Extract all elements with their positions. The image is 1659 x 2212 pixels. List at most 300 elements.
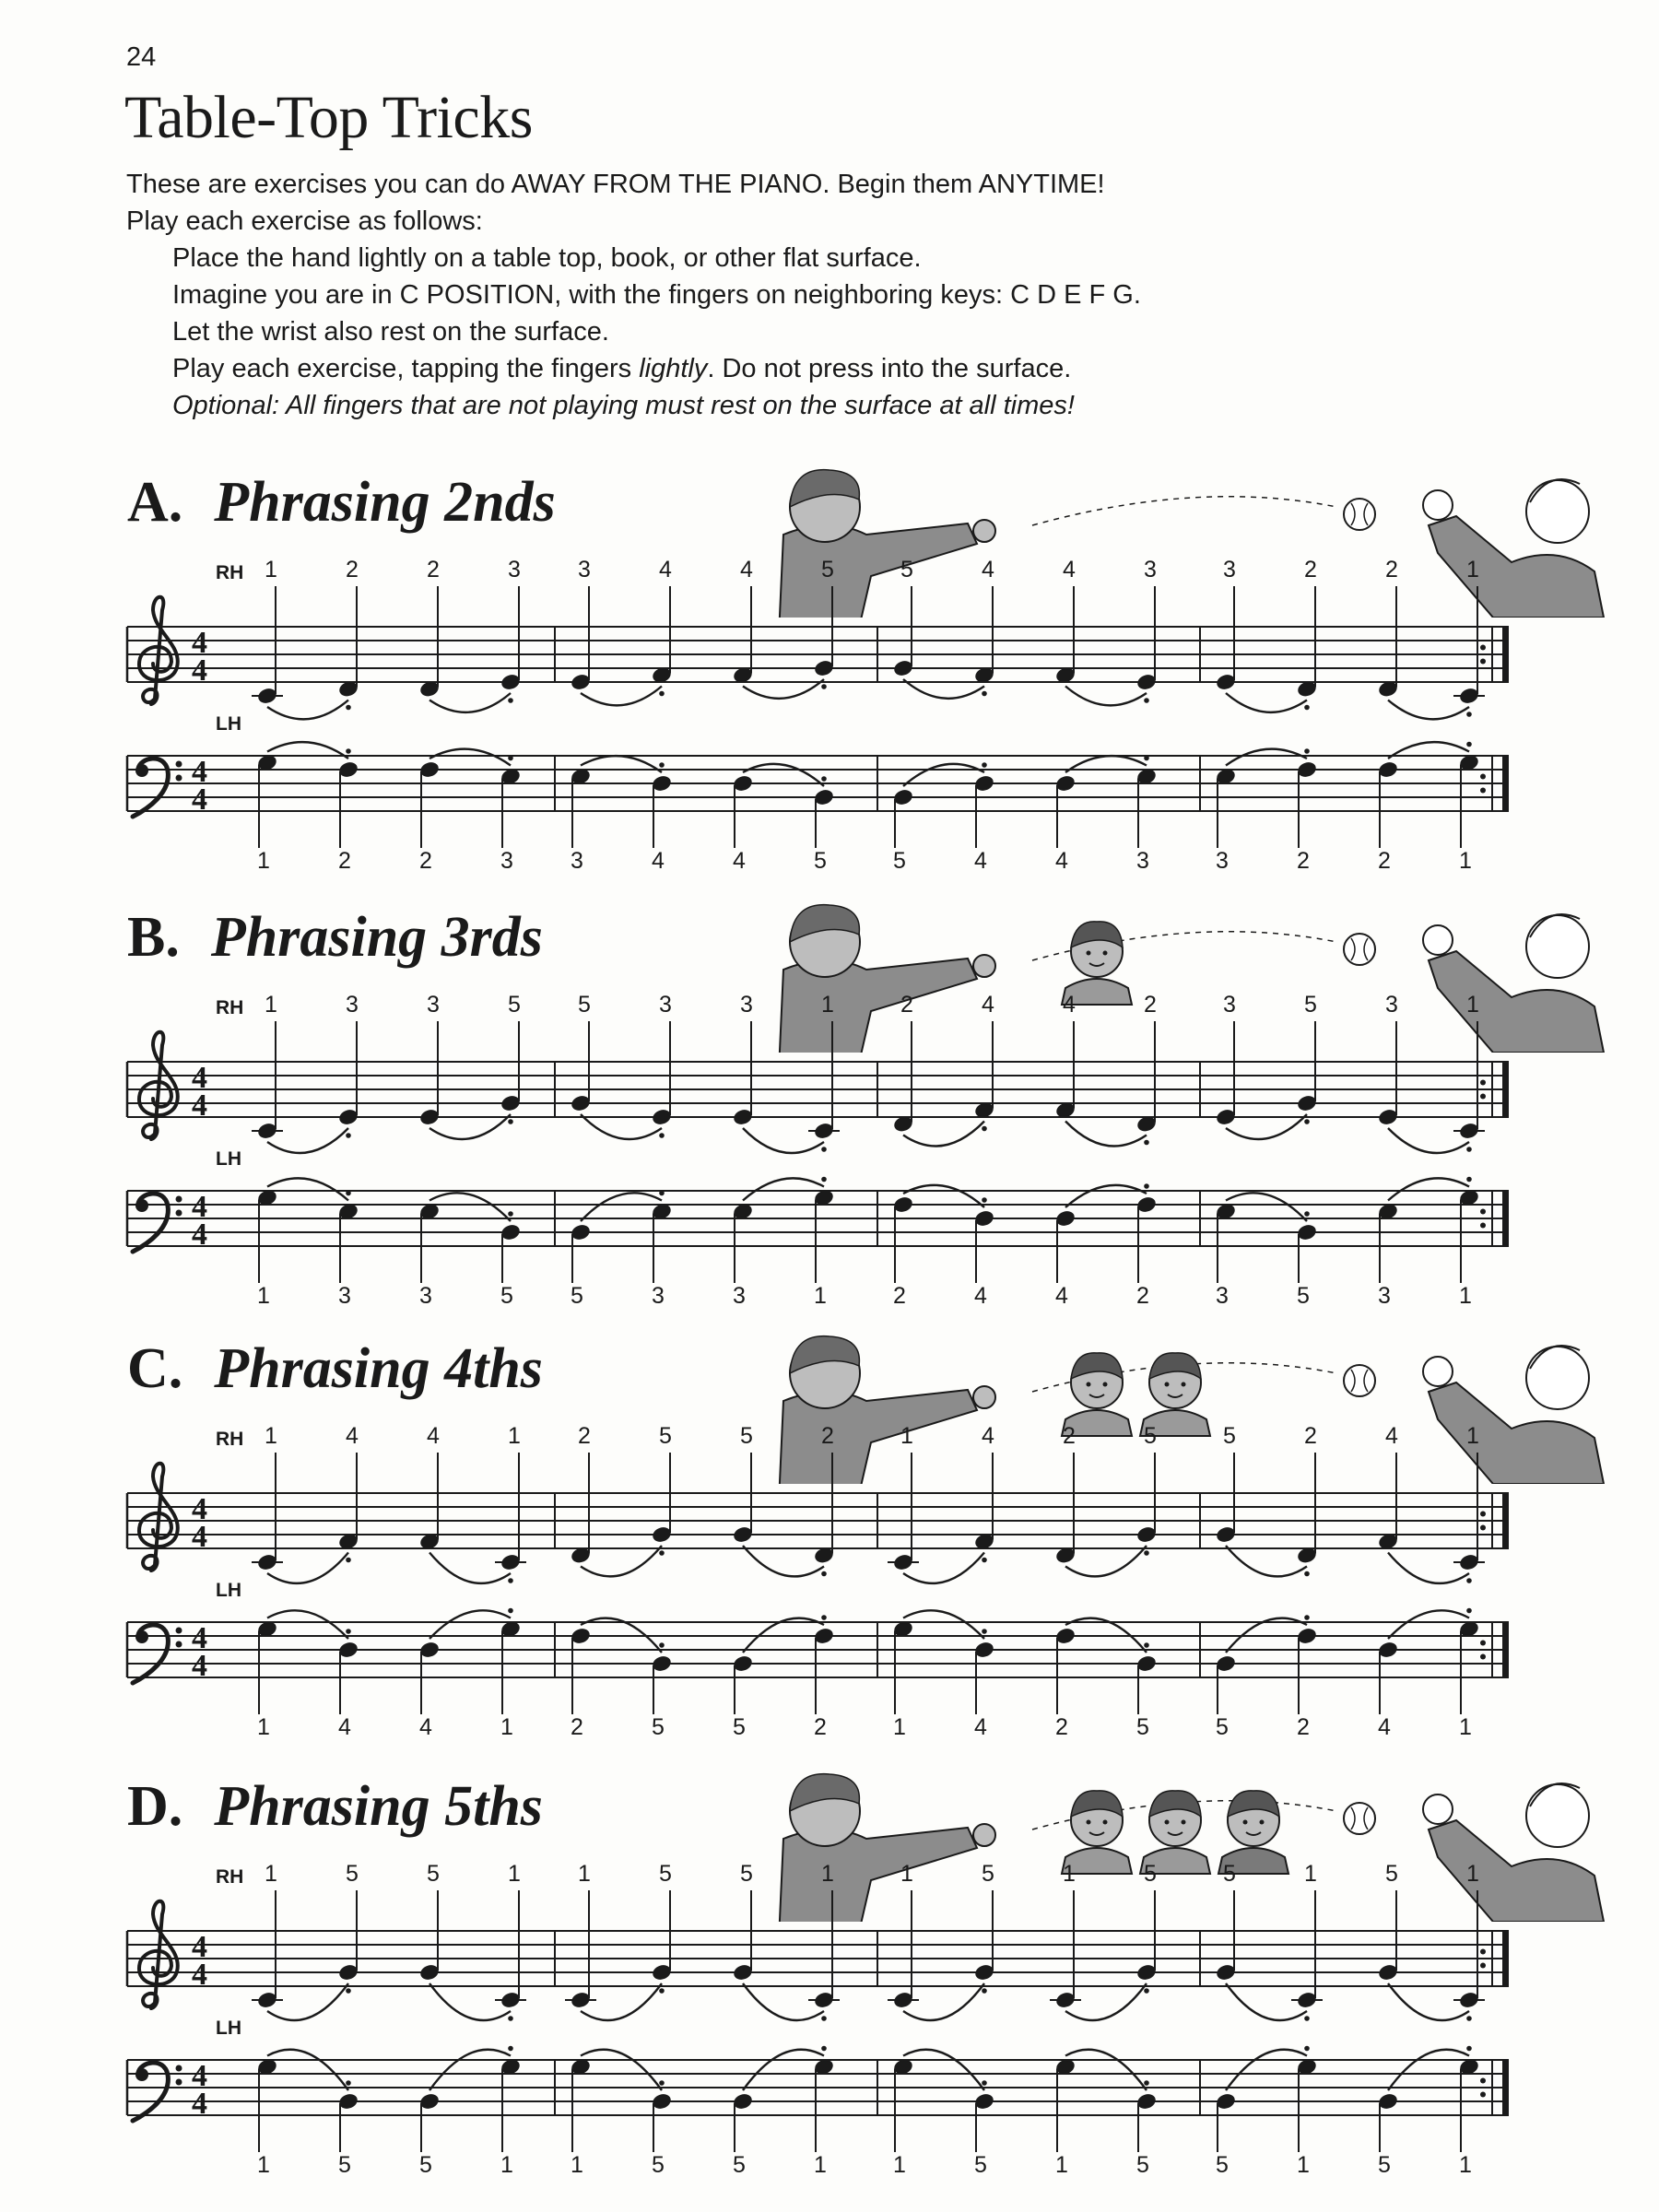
staccato-dot [1304, 705, 1310, 711]
finger-number: 5 [338, 2152, 351, 2178]
staccato-dot [1304, 2046, 1310, 2052]
instruction-step [126, 350, 1564, 387]
finger-number: 1 [257, 2152, 270, 2178]
finger-number: 3 [1216, 848, 1229, 874]
finger-number: 4 [659, 557, 672, 582]
finger-number: 3 [659, 992, 672, 1018]
staccato-dot [508, 698, 513, 703]
staccato-dot [659, 1550, 665, 1556]
finger-number: 1 [814, 2152, 827, 2178]
grand-staff [0, 896, 1659, 1324]
left-hand-label: LH [216, 2018, 241, 2039]
step-text: . Do not press into the surface. [707, 354, 1072, 383]
grand-staff [0, 1765, 1659, 2194]
finger-number: 4 [733, 848, 746, 874]
final-barline [1502, 627, 1509, 682]
staccato-dot [1304, 2016, 1310, 2021]
grand-staff [0, 1327, 1659, 1756]
intro-line: These are exercises you can do AWAY FROM THE PIANO. Begin them ANYTIME! [126, 170, 1105, 199]
phrase-slur [743, 2050, 824, 2090]
phrase-slur [429, 1193, 511, 1221]
finger-number: 5 [659, 1861, 672, 1887]
finger-number: 5 [1223, 1423, 1236, 1449]
finger-number: 3 [740, 992, 753, 1018]
phrase-slur [743, 1128, 824, 1153]
bass-clef-dot [176, 2079, 182, 2086]
staccato-dot [1144, 1550, 1149, 1556]
finger-number: 1 [1055, 2152, 1068, 2178]
phrase-slur [1065, 1122, 1147, 1147]
section-letter: D. [127, 1775, 183, 1838]
finger-number: 2 [571, 1714, 583, 1740]
finger-number: 3 [346, 992, 359, 1018]
finger-number: 1 [508, 1423, 521, 1449]
finger-number: 4 [1055, 848, 1068, 874]
bass-clef-dot [176, 1641, 182, 1648]
finger-number: 2 [1304, 1423, 1317, 1449]
phrase-slur [1388, 1610, 1469, 1639]
staccato-dot [346, 2080, 351, 2086]
phrase-slur [267, 1610, 348, 1639]
staccato-dot [508, 2016, 513, 2021]
finger-number: 2 [1385, 557, 1398, 582]
right-hand-label: RH [216, 997, 244, 1018]
phrase-slur [1388, 1128, 1469, 1153]
staccato-dot [821, 776, 827, 782]
phrase-slur [1226, 1546, 1307, 1576]
time-signature-bottom: 4 [192, 1958, 207, 1992]
finger-number: 3 [652, 1283, 665, 1309]
staccato-dot [659, 2080, 665, 2086]
instructions [126, 166, 1564, 424]
bass-clef-dot [135, 2068, 148, 2081]
phrase-slur [903, 1610, 984, 1639]
finger-number: 5 [652, 2152, 665, 2178]
finger-number: 2 [893, 1283, 906, 1309]
finger-number: 4 [1063, 992, 1076, 1018]
repeat-dot [1480, 788, 1486, 794]
staccato-dot [821, 2016, 827, 2021]
finger-number: 3 [578, 557, 591, 582]
staccato-dot [1466, 1578, 1472, 1583]
finger-number: 1 [1459, 1283, 1472, 1309]
staccato-dot [982, 1558, 987, 1563]
finger-number: 2 [814, 1714, 827, 1740]
phrase-slur [743, 1983, 824, 2020]
time-signature-top: 4 [192, 1492, 207, 1526]
finger-number: 1 [500, 2152, 513, 2178]
step-text: Play each exercise, tapping the fingers [172, 354, 640, 383]
staccato-dot [346, 1558, 351, 1563]
staccato-dot [1144, 1988, 1149, 1994]
finger-number: 1 [508, 1861, 521, 1887]
section-letter: A. [127, 471, 183, 534]
right-hand-label: RH [216, 562, 244, 583]
phrase-slur [743, 1178, 824, 1200]
finger-number: 1 [257, 1714, 270, 1740]
finger-number: 5 [733, 1714, 746, 1740]
section-letter: B. [127, 906, 180, 969]
finger-number: 1 [257, 848, 270, 874]
staccato-dot [1304, 1211, 1310, 1217]
staccato-dot [1304, 1119, 1310, 1124]
finger-number: 5 [1378, 2152, 1391, 2178]
finger-number: 2 [900, 992, 913, 1018]
staccato-dot [508, 1119, 513, 1124]
bass-clef-dot [135, 764, 148, 777]
finger-number: 4 [982, 992, 994, 1018]
left-hand-label: LH [216, 713, 241, 735]
finger-number: 5 [814, 848, 827, 874]
phrase-slur [903, 1553, 984, 1583]
repeat-dot [1480, 774, 1486, 780]
finger-number: 1 [1466, 557, 1479, 582]
finger-number: 4 [1385, 1423, 1398, 1449]
staccato-dot [508, 756, 513, 761]
finger-number: 1 [814, 1283, 827, 1309]
finger-number: 4 [982, 557, 994, 582]
staccato-dot [346, 1133, 351, 1138]
staccato-dot [1304, 748, 1310, 754]
finger-number: 5 [733, 2152, 746, 2178]
finger-number: 4 [740, 557, 753, 582]
phrase-slur [429, 2050, 511, 2090]
phrase-slur [1065, 687, 1147, 706]
finger-number: 1 [571, 2152, 583, 2178]
finger-number: 1 [257, 1283, 270, 1309]
repeat-dot [1480, 1641, 1486, 1646]
phrase-slur [903, 2050, 984, 2090]
finger-number: 4 [982, 1423, 994, 1449]
exercise-b [0, 896, 1659, 1324]
finger-number: 1 [578, 1861, 591, 1887]
instruction-step: Let the wrist also rest on the surface. [172, 317, 609, 347]
phrase-slur [429, 749, 511, 766]
intro-line: Play each exercise as follows: [126, 206, 483, 236]
bass-clef-dot [176, 2065, 182, 2072]
phrase-slur [581, 1983, 662, 2020]
staccato-dot [982, 1629, 987, 1634]
final-barline [1502, 1062, 1509, 1117]
finger-number: 5 [346, 1861, 359, 1887]
staccato-dot [508, 2046, 513, 2052]
repeat-dot [1480, 1963, 1486, 1969]
staccato-dot [659, 1191, 665, 1196]
finger-number: 5 [1136, 2152, 1149, 2178]
time-signature-top: 4 [192, 1930, 207, 1964]
finger-number: 3 [1216, 1283, 1229, 1309]
finger-number: 1 [265, 1423, 277, 1449]
finger-number: 5 [508, 992, 521, 1018]
time-signature-bottom: 4 [192, 1088, 207, 1123]
finger-number: 1 [900, 1861, 913, 1887]
staccato-dot [821, 684, 827, 689]
finger-number: 5 [1144, 1861, 1157, 1887]
staccato-dot [821, 1147, 827, 1152]
finger-number: 1 [1063, 1861, 1076, 1887]
section-name: Phrasing 3rds [210, 906, 543, 969]
finger-number: 2 [1378, 848, 1391, 874]
finger-number: 2 [419, 848, 432, 874]
finger-number: 3 [571, 848, 583, 874]
phrase-slur [429, 1610, 511, 1639]
final-barline [1502, 1191, 1509, 1246]
phrase-slur [743, 1546, 824, 1576]
finger-number: 1 [1459, 1714, 1472, 1740]
phrase-slur [581, 1546, 662, 1576]
staccato-dot [1466, 1608, 1472, 1614]
staccato-dot [1144, 756, 1149, 761]
section-letter: C. [127, 1337, 183, 1400]
staccato-dot [346, 1988, 351, 1994]
finger-number: 5 [1297, 1283, 1310, 1309]
staccato-dot [1466, 2046, 1472, 2052]
finger-number: 5 [1223, 1861, 1236, 1887]
staccato-dot [1466, 712, 1472, 717]
instruction-step: Place the hand lightly on a table top, book, or other flat surface. [172, 243, 922, 273]
staccato-dot [508, 1578, 513, 1583]
bass-clef-dot [176, 1210, 182, 1217]
phrase-slur [267, 1553, 348, 1583]
finger-number: 1 [1466, 1423, 1479, 1449]
finger-number: 1 [265, 992, 277, 1018]
repeat-dot [1480, 2078, 1486, 2084]
final-barline [1502, 756, 1509, 811]
finger-number: 3 [1136, 848, 1149, 874]
finger-number: 5 [740, 1423, 753, 1449]
phrase-slur [581, 1114, 662, 1139]
staccato-dot [659, 1988, 665, 1994]
finger-number: 5 [982, 1861, 994, 1887]
finger-number: 1 [500, 1714, 513, 1740]
staccato-dot [1144, 1642, 1149, 1648]
staccato-dot [1466, 2016, 1472, 2021]
page-title: Table-Top Tricks [124, 84, 533, 151]
finger-number: 3 [338, 1283, 351, 1309]
finger-number: 5 [1136, 1714, 1149, 1740]
finger-number: 1 [1297, 2152, 1310, 2178]
finger-number: 2 [1055, 1714, 1068, 1740]
phrase-slur [1388, 700, 1469, 720]
time-signature-bottom: 4 [192, 1649, 207, 1683]
finger-number: 1 [265, 1861, 277, 1887]
optional-note [126, 387, 1564, 424]
bass-clef-dot [176, 1196, 182, 1203]
phrase-slur [581, 1193, 662, 1221]
staccato-dot [982, 2080, 987, 2086]
time-signature-bottom: 4 [192, 1520, 207, 1554]
staccato-dot [982, 1988, 987, 1994]
phrase-slur [429, 1553, 511, 1583]
finger-number: 2 [1297, 1714, 1310, 1740]
staccato-dot [1144, 2080, 1149, 2086]
finger-number: 4 [427, 1423, 440, 1449]
phrase-slur [1388, 1178, 1469, 1200]
staccato-dot [821, 1615, 827, 1620]
finger-number: 5 [1216, 1714, 1229, 1740]
right-hand-label: RH [216, 1866, 244, 1888]
phrase-slur [1065, 1546, 1147, 1576]
finger-number: 3 [1378, 1283, 1391, 1309]
phrase-slur [267, 1128, 348, 1153]
finger-number: 5 [821, 557, 834, 582]
repeat-dot [1480, 1080, 1486, 1086]
treble-clef-icon [139, 1464, 178, 1571]
staccato-dot [508, 1211, 513, 1217]
finger-number: 2 [346, 557, 359, 582]
staccato-dot [1466, 742, 1472, 747]
finger-number: 5 [900, 557, 913, 582]
staccato-dot [659, 1133, 665, 1138]
finger-number: 5 [427, 1861, 440, 1887]
phrase-slur [581, 687, 662, 706]
time-signature-top: 4 [192, 1190, 207, 1224]
section-name: Phrasing 4ths [214, 1337, 543, 1400]
staccato-dot [1304, 1615, 1310, 1620]
time-signature-top: 4 [192, 1621, 207, 1655]
staccato-dot [1304, 1571, 1310, 1577]
staccato-dot [821, 1571, 827, 1577]
bass-clef-dot [176, 761, 182, 768]
repeat-dot [1480, 2092, 1486, 2098]
bass-clef-dot [135, 1199, 148, 1212]
staccato-dot [982, 1126, 987, 1132]
phrase-slur [1226, 1114, 1307, 1139]
phrase-slur [267, 2050, 348, 2090]
grand-staff [0, 461, 1659, 889]
finger-number: 1 [900, 1423, 913, 1449]
finger-number: 2 [578, 1423, 591, 1449]
repeat-dot [1480, 1209, 1486, 1215]
finger-number: 3 [500, 848, 513, 874]
section-name: Phrasing 2nds [214, 471, 556, 534]
finger-number: 1 [893, 1714, 906, 1740]
repeat-dot [1480, 1525, 1486, 1531]
optional-text: All fingers that are not playing must rest on the surface at all times! [279, 391, 1075, 420]
phrase-slur [903, 1122, 984, 1147]
finger-number: 5 [1216, 2152, 1229, 2178]
staccato-dot [659, 691, 665, 697]
finger-number: 1 [1459, 2152, 1472, 2178]
time-signature-bottom: 4 [192, 653, 207, 688]
finger-number: 4 [974, 1714, 987, 1740]
exercise-c [0, 1327, 1659, 1756]
phrase-slur [1388, 1553, 1469, 1583]
finger-number: 5 [419, 2152, 432, 2178]
phrase-slur [429, 1114, 511, 1139]
finger-number: 5 [893, 848, 906, 874]
time-signature-top: 4 [192, 755, 207, 789]
finger-number: 2 [338, 848, 351, 874]
final-barline [1502, 2060, 1509, 2115]
finger-number: 3 [419, 1283, 432, 1309]
finger-number: 2 [1063, 1423, 1076, 1449]
finger-number: 5 [974, 2152, 987, 2178]
phrase-slur [429, 1983, 511, 2020]
finger-number: 5 [652, 1714, 665, 1740]
finger-number: 1 [821, 1861, 834, 1887]
repeat-dot [1480, 1949, 1486, 1955]
repeat-dot [1480, 1654, 1486, 1660]
bass-clef-dot [135, 1630, 148, 1643]
finger-number: 3 [733, 1283, 746, 1309]
finger-number: 2 [1136, 1283, 1149, 1309]
phrase-slur [1226, 1193, 1307, 1221]
time-signature-bottom: 4 [192, 2087, 207, 2121]
staccato-dot [346, 1629, 351, 1634]
bass-clef-dot [176, 775, 182, 782]
phrase-slur [1388, 1983, 1469, 2020]
finger-number: 5 [1304, 992, 1317, 1018]
phrase-slur [1065, 2050, 1147, 2090]
staccato-dot [982, 691, 987, 697]
finger-number: 2 [821, 1423, 834, 1449]
finger-number: 4 [346, 1423, 359, 1449]
phrase-slur [581, 2050, 662, 2090]
final-barline [1502, 1931, 1509, 1986]
finger-number: 2 [1297, 848, 1310, 874]
repeat-dot [1480, 645, 1486, 651]
staccato-dot [1144, 698, 1149, 703]
phrase-slur [267, 700, 348, 720]
staccato-dot [346, 748, 351, 754]
finger-number: 3 [427, 992, 440, 1018]
finger-number: 1 [1459, 848, 1472, 874]
finger-number: 2 [1304, 557, 1317, 582]
finger-number: 1 [1466, 992, 1479, 1018]
finger-number: 2 [427, 557, 440, 582]
repeat-dot [1480, 659, 1486, 665]
finger-number: 1 [265, 557, 277, 582]
time-signature-top: 4 [192, 2059, 207, 2093]
exercise-a [0, 461, 1659, 889]
phrase-slur [1226, 749, 1307, 766]
finger-number: 4 [974, 848, 987, 874]
finger-number: 3 [1385, 992, 1398, 1018]
finger-number: 3 [1144, 557, 1157, 582]
staccato-dot [659, 762, 665, 768]
instruction-step: Imagine you are in C POSITION, with the fingers on neighboring keys: C D E F G. [172, 280, 1141, 310]
left-hand-label: LH [216, 1148, 241, 1170]
time-signature-top: 4 [192, 1061, 207, 1095]
phrase-slur [267, 1983, 348, 2020]
staccato-dot [1144, 1140, 1149, 1146]
repeat-dot [1480, 1512, 1486, 1517]
finger-number: 4 [974, 1283, 987, 1309]
phrase-slur [267, 1178, 348, 1200]
finger-number: 1 [1466, 1861, 1479, 1887]
phrase-slur [1065, 1983, 1147, 2020]
finger-number: 4 [1055, 1283, 1068, 1309]
treble-clef-icon [139, 1901, 178, 2008]
finger-number: 1 [821, 992, 834, 1018]
treble-clef-icon [139, 597, 178, 704]
finger-number: 4 [338, 1714, 351, 1740]
staccato-dot [821, 1177, 827, 1182]
staccato-dot [1466, 1177, 1472, 1182]
finger-number: 3 [508, 557, 521, 582]
finger-number: 5 [1385, 1861, 1398, 1887]
finger-number: 3 [1223, 557, 1236, 582]
finger-number: 4 [1378, 1714, 1391, 1740]
finger-number: 4 [1063, 557, 1076, 582]
staccato-dot [659, 1642, 665, 1648]
final-barline [1502, 1493, 1509, 1548]
finger-number: 5 [578, 992, 591, 1018]
phrase-slur [903, 1983, 984, 2020]
page-number: 24 [126, 42, 157, 72]
final-barline [1502, 1622, 1509, 1677]
